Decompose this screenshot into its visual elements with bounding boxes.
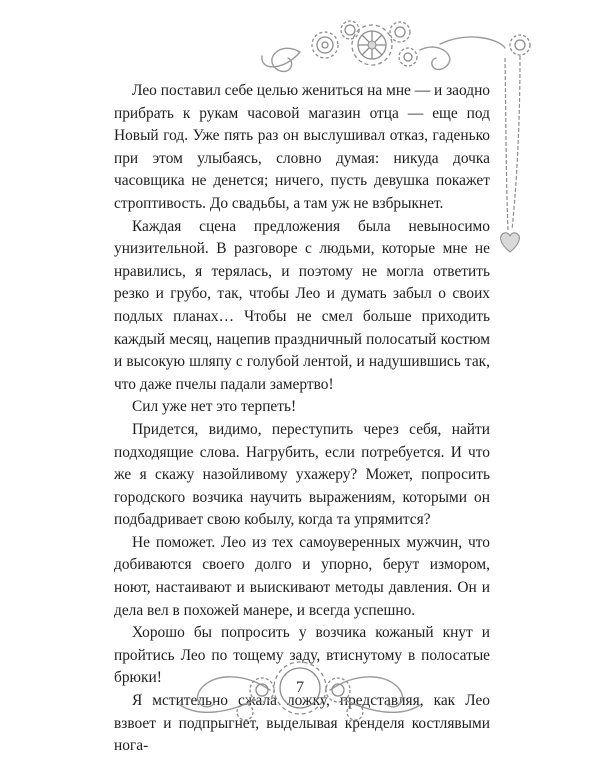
paragraph: Лео поставил себе целью жениться на мне — и заодно прибрать к рукам часовой магазин отца — еще под Новый год. Уже пять раз он выслушивал отказ, гаденько при этом улыбаясь, словно думая: никуда дочка часовщика не денется; ничего, пусть девушка покажет строптивость. До свадьбы, а там уж не взбрыкнет. [114,82,490,212]
paragraph: Каждая сцена предложения была невыносимо унизительной. В разговоре с людьми, которые мне не нравились, я терялась, и поэтому не могла ответить резко и грубо, так, чтобы Лео и думать забыл о своих подлых планах… Чтобы не смел больше приходить каждый месяц, нацепив праздничный полосатый костюм и высокую шляпу с голубой лентой, и надушившись так, что даже пчелы падали замертво! [114,217,490,393]
paragraph: Я мстительно сжала ложку, представляя, как Лео взвоет и подпрыгнет, выделывая кренделя костлявыми нога- [114,692,490,755]
paragraph: Сил уже нет это терпеть! [132,398,297,416]
paragraph: Хорошо бы попросить у возчика кожаный кнут и пройтись Лео по тощему заду, втиснутому в полосатые брюки! [114,624,490,687]
gear-cluster [312,21,530,66]
page-number: 7 [296,679,304,696]
chain-icon [505,56,520,230]
heart-pendant-icon [501,233,520,252]
paragraph: Придется, видимо, переступить через себя, найти подходящие слова. Нагрубить, если потребуется. И что же я скажу назойливому ухажеру? Может, попросить городского возчика научить выражениям, которыми он подбадривает свою кобылу, когда та упрямится? [114,420,490,529]
paragraph: Не поможет. Лео из тех самоуверенных мужчин, что добиваются своего долго и упорно, берут измором, ноют, настаивают и выискивают методы давления. Он и дела вел в похожей манере, и всегда успешно. [114,533,490,619]
